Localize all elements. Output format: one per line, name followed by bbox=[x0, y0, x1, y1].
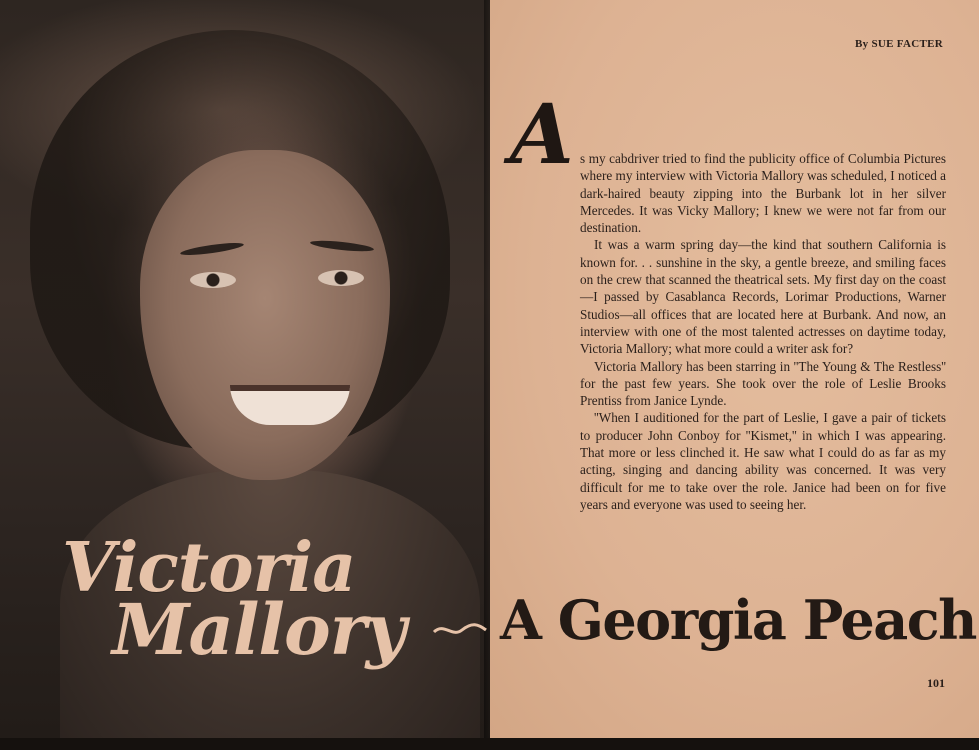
title-swash-ornament bbox=[432, 620, 488, 640]
title-victoria: Victoria bbox=[62, 528, 356, 608]
page-bottom-edge bbox=[0, 738, 979, 750]
drop-cap: A bbox=[510, 87, 574, 183]
article-paragraph: ''When I auditioned for the part of Leslie, I gave a pair of tickets to producer John Conboy for ''Kismet,'' in which I was appearing. That more or less clinched it. He saw what I could do as far as my acting, singing and dancing ability was concerned. It was very difficult for me to take over the role. Janice had been on for five years and everyone was used to seeing her. bbox=[580, 410, 946, 512]
article-paragraph: It was a warm spring day—the kind that southern California is known for. . . sunshine in the sky, a gentle breeze, and smiling faces on the crew that scanned the theatrical sets. My first day on the coast—I passed by Casablanca Records, Lorimar Productions, Warner Studios—all offices that are located here at Burbank. And now, an interview with one of the most talented actresses on daytime today, Victoria Mallory; what more could a writer ask for? bbox=[580, 237, 946, 357]
byline: By SUE FACTER bbox=[854, 38, 943, 50]
page-number: 101 bbox=[927, 676, 945, 690]
article-paragraph: s my cabdriver tried to find the publicity office of Columbia Pictures where my interview with Victoria Mallory was scheduled, I noticed a dark-haired beauty zipping into the Burbank lot in her silver Mercedes. It was Vicky Mallory; I knew we were not far from our destination. bbox=[580, 151, 946, 236]
title-mallory: Mallory bbox=[112, 588, 406, 671]
photo-right-eye bbox=[318, 270, 364, 286]
headline: A Georgia Peach bbox=[500, 588, 976, 652]
left-page-photo bbox=[0, 0, 490, 738]
photo-left-eye bbox=[190, 272, 236, 288]
article-paragraph: Victoria Mallory has been starring in ''The Young & The Restless'' for the past few years. She took over the role of Leslie Brooks Prentiss from Janice Lynde. bbox=[580, 358, 946, 409]
article-body bbox=[580, 150, 946, 513]
